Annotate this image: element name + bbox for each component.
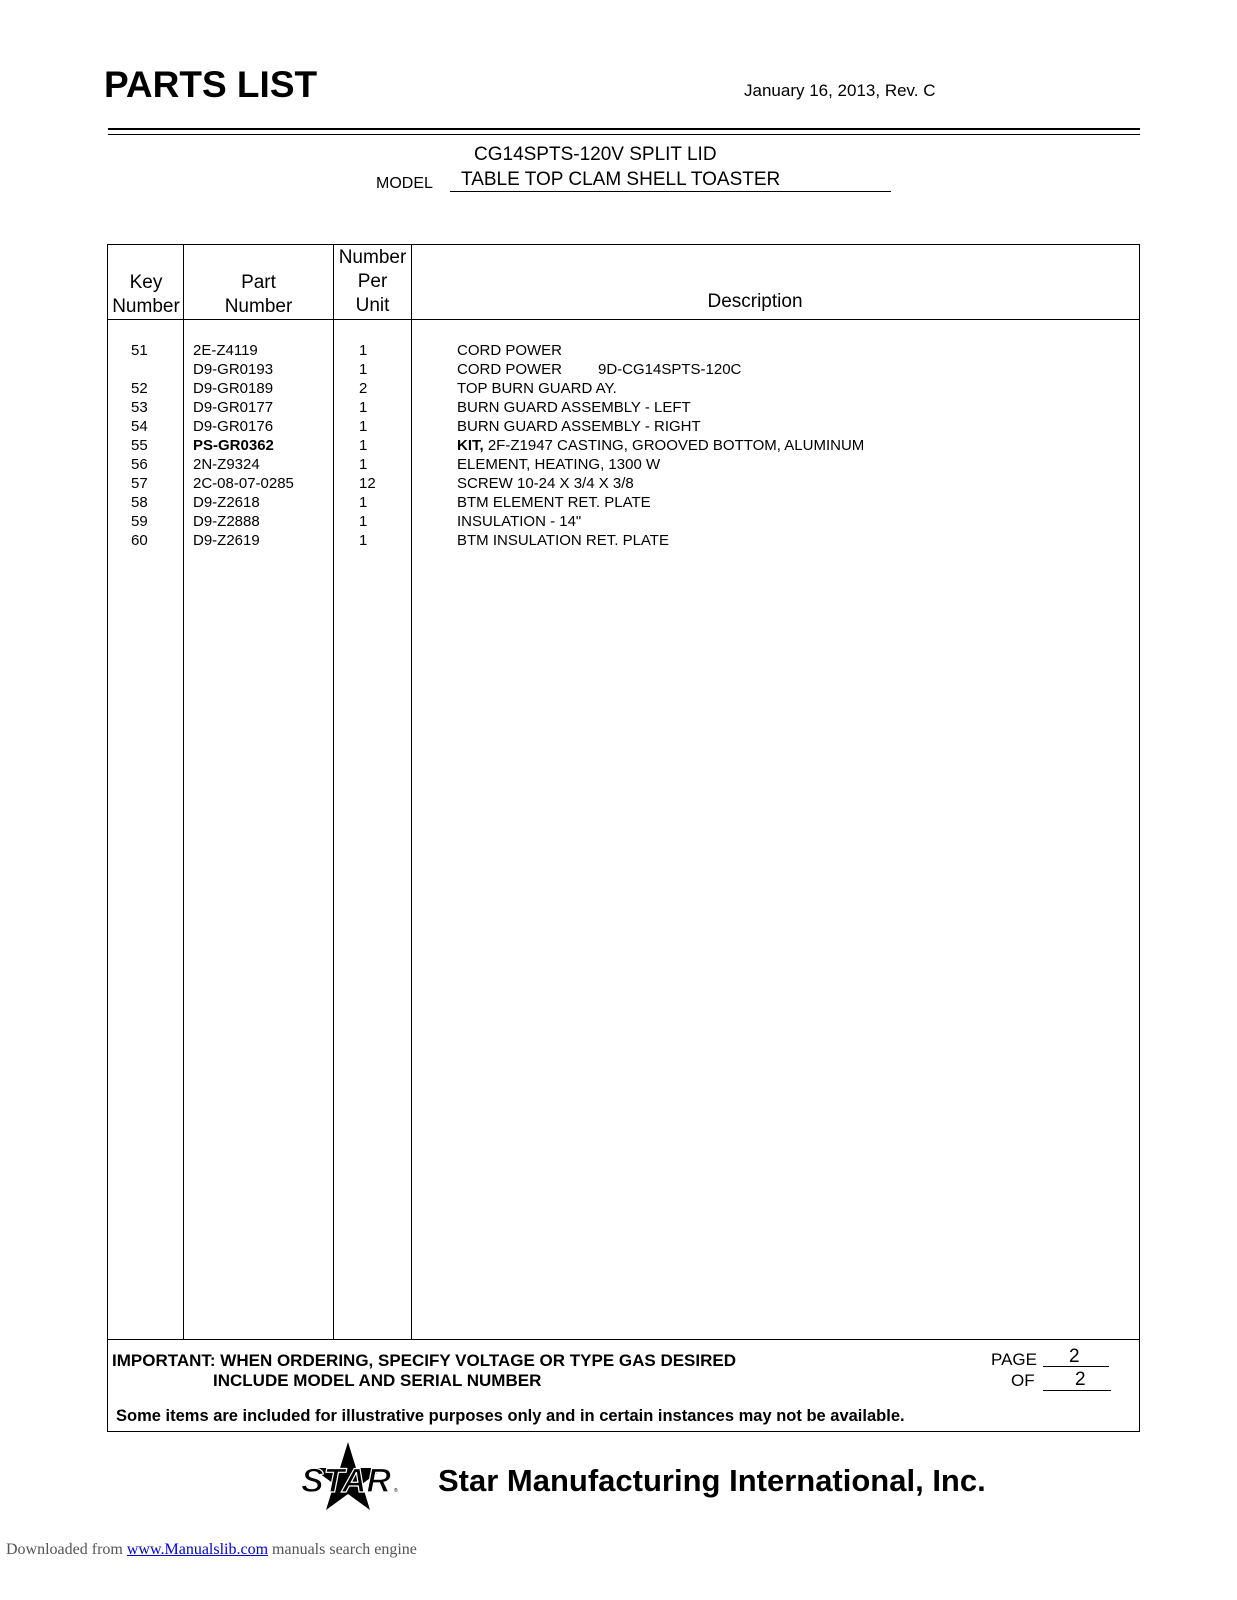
availability-note: Some items are included for illustrative purposes only and in certain instances may not be available. [116,1407,905,1425]
page-label: PAGE [991,1350,1037,1369]
revision-date: January 16, 2013, Rev. C [744,81,936,100]
part-number: 2E-Z4119 [193,342,258,359]
download-footer [6,1541,417,1559]
key-number: 51 [131,342,148,359]
key-number: 55 [131,437,148,454]
header-qty: Number Per Unit [338,247,407,316]
part-number: 2N-Z9324 [193,456,260,473]
part-number: 2C-08-07-0285 [193,475,294,492]
page-title: PARTS LIST [104,64,318,105]
quantity: 1 [359,399,368,416]
ordering-notice: IMPORTANT: WHEN ORDERING, SPECIFY VOLTAGE OR TYPE GAS DESIRED [112,1351,737,1370]
description [457,417,701,436]
description [457,360,562,379]
key-number: 56 [131,456,148,473]
column-divider [333,244,334,1340]
model-label: MODEL [376,175,433,192]
page-number: 2 [1069,1346,1080,1367]
description-text: ELEMENT, HEATING, 1300 W [457,456,661,473]
description-text: INSULATION - 14" [457,513,582,530]
quantity: 1 [359,456,368,473]
description-text: SCREW 10-24 X 3/4 X 3/8 [457,475,634,492]
company-name: Star Manufacturing International, Inc. [438,1463,986,1498]
download-prefix: Downloaded from [6,1541,123,1558]
header-rule-thin [108,134,1140,135]
header-key: Key Number [112,272,180,317]
description-prefix: KIT, [457,437,484,454]
of-label: OF [1011,1371,1035,1390]
part-number: D9-Z2888 [193,513,260,530]
description-text: BTM INSULATION RET. PLATE [457,532,669,549]
description [457,512,581,531]
description [457,531,669,550]
key-number: 52 [131,380,148,397]
key-number: 54 [131,418,148,435]
header-divider [107,319,1140,320]
footer-divider [107,1339,1140,1340]
page-underline [1043,1366,1109,1367]
description-text: CORD POWER [457,361,562,378]
manualslib-link[interactable]: www.Manualslib.com [126,1541,269,1558]
description-text: 2F-Z1947 CASTING, GROOVED BOTTOM, ALUMINUM [487,437,865,454]
part-number: D9-GR0177 [193,399,274,416]
quantity: 1 [359,513,368,530]
part-number: D9-GR0176 [193,418,274,435]
description-text: BURN GUARD ASSEMBLY - RIGHT [457,418,701,435]
description [457,493,651,512]
quantity: 1 [359,437,368,454]
star-logo-icon [296,1442,398,1522]
part-number: PS-GR0362 [193,437,274,454]
header-part: Part Number [224,272,293,317]
quantity: 1 [359,494,368,511]
description-text: BURN GUARD ASSEMBLY - LEFT [457,399,691,416]
key-number: 53 [131,399,148,416]
description-text: BTM ELEMENT RET. PLATE [457,494,651,511]
model-underline [450,191,891,192]
quantity: 1 [359,361,368,378]
part-number: D9-GR0193 [193,361,274,378]
model-name-line2: TABLE TOP CLAM SHELL TOASTER [461,169,781,190]
ordering-notice-line2: INCLUDE MODEL AND SERIAL NUMBER [213,1371,542,1390]
description [457,341,562,360]
part-number: D9-Z2619 [193,532,260,549]
key-number: 58 [131,494,148,511]
quantity: 1 [359,532,368,549]
page-total: 2 [1075,1369,1086,1390]
quantity: 2 [359,380,368,397]
download-suffix: manuals search engine [272,1541,417,1558]
svg-text:®: ® [394,1488,398,1494]
part-number: D9-GR0189 [193,380,274,397]
part-number: D9-Z2618 [193,494,260,511]
description-text: TOP BURN GUARD AY. [457,380,617,397]
key-number: 60 [131,532,148,549]
description-extra: 9D-CG14SPTS-120C [598,361,742,378]
of-underline [1043,1390,1111,1391]
description [457,455,660,474]
quantity: 1 [359,342,368,359]
header-rule [108,128,1140,130]
key-number: 59 [131,513,148,530]
description-text: CORD POWER [457,342,562,359]
description [457,398,691,417]
key-number: 57 [131,475,148,492]
model-name-line1: CG14SPTS-120V SPLIT LID [474,144,717,165]
description [457,436,864,455]
logo-wordmark: STAR [300,1462,392,1500]
description [457,379,617,398]
description [457,474,634,493]
quantity: 12 [359,475,376,492]
header-description: Description [707,291,803,312]
column-divider [183,244,184,1340]
column-divider [411,244,412,1340]
quantity: 1 [359,418,368,435]
